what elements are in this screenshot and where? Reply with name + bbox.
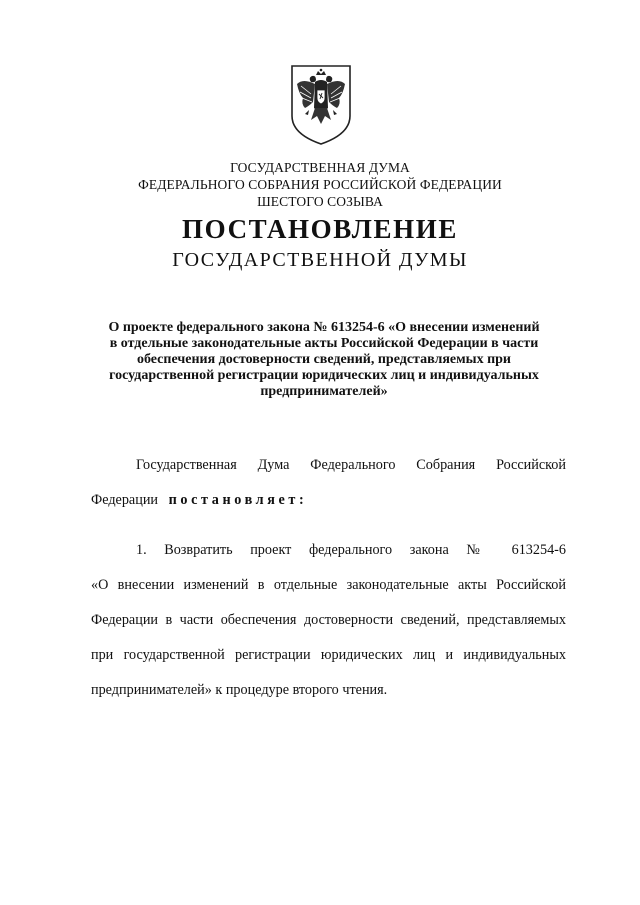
- document-subtitle: ГОСУДАРСТВЕННОЙ ДУМЫ: [172, 249, 468, 271]
- subject-line-3: обеспечения достоверности сведений, представляемых при: [136, 352, 511, 367]
- item-1-line-2: «О внесении изменений в отдельные законодательные акты Российской: [91, 577, 566, 593]
- coat-of-arms-icon: [289, 64, 353, 146]
- document-subject: [90, 320, 558, 400]
- org-line-1: ГОСУДАРСТВЕННАЯ ДУМА: [230, 160, 410, 175]
- subject-line-1: О проекте федерального закона № 613254-6 «О внесении изменений: [108, 320, 540, 335]
- item-1-line-3: Федерации в части обеспечения достоверности сведений, представляемых: [91, 612, 566, 628]
- item-1-line-5: предпринимателей» к процедуре второго чтения.: [91, 682, 388, 698]
- subject-line-4: государственной регистрации юридических лиц и индивидуальных: [109, 368, 539, 383]
- preamble-decree-verb: постановляет:: [168, 492, 308, 508]
- subject-line-2: в отдельные законодательные акты Российской Федерации в части: [109, 336, 539, 351]
- preamble-line-2-start: Федерации: [91, 492, 159, 508]
- preamble-line-2: [91, 483, 566, 518]
- preamble-paragraph: [91, 448, 566, 518]
- subject-line-5: предпринимателей»: [260, 384, 388, 399]
- item-1-paragraph: [91, 533, 566, 708]
- org-line-2: ФЕДЕРАЛЬНОГО СОБРАНИЯ РОССИЙСКОЙ ФЕДЕРАЦИИ: [138, 177, 502, 192]
- org-header: [0, 159, 640, 210]
- preamble-line-1: Государственная Дума Федерального Собрания Российской: [136, 457, 566, 473]
- org-line-3: ШЕСТОГО СОЗЫВА: [257, 194, 383, 209]
- document-title: ПОСТАНОВЛЕНИЕ: [182, 214, 458, 244]
- item-1-line-1: 1. Возвратить проект федерального закона № 613254-6: [136, 542, 566, 558]
- item-1-line-4: при государственной регистрации юридических лиц и индивидуальных: [91, 647, 566, 663]
